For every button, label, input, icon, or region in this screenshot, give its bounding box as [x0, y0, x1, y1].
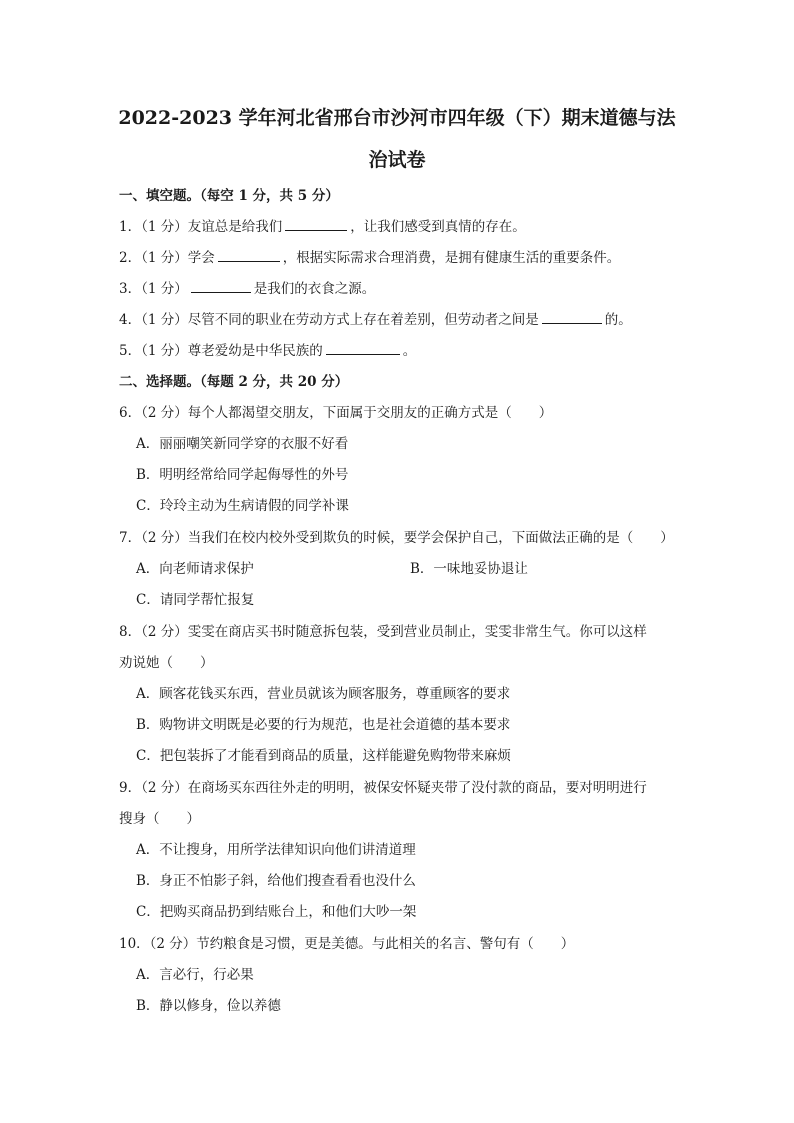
question-9-stem: 9．（2 分）在商场买东西往外走的明明，被保安怀疑夹带了没付款的商品，要对明明进行	[119, 780, 647, 796]
question-8-stem-continued: 劝说她（ ）	[119, 655, 214, 671]
question-text: 3．（1 分）	[119, 281, 188, 297]
question-10-option-a: A．言必行，行必果	[136, 967, 254, 983]
question-text: 的。	[604, 312, 632, 328]
question-9-option-c: C．把购买商品扔到结账台上，和他们大吵一架	[136, 904, 417, 920]
question-2	[119, 248, 704, 268]
question-6-option-a: A．丽丽嘲笑新同学穿的衣服不好看	[136, 436, 349, 452]
question-4	[119, 310, 704, 330]
question-6-option-b: B．明明经常给同学起侮辱性的外号	[136, 467, 349, 483]
question-text: 1．（1 分）友谊总是给我们	[119, 219, 283, 235]
question-text: 2．（1 分）学会	[119, 250, 215, 266]
page-title-continued: 治试卷	[368, 149, 426, 171]
question-8-option-c: C．把包装拆了才能看到商品的质量，这样能避免购物带来麻烦	[136, 748, 511, 764]
question-6-option-c: C．玲玲主动为生病请假的同学补课	[136, 498, 349, 514]
question-text: ，根据实际需求合理消费，是拥有健康生活的重要条件。	[282, 250, 621, 266]
question-1	[119, 217, 704, 237]
question-7-option-c: C．请同学帮忙报复	[136, 592, 255, 608]
question-7-stem: 7．（2 分）当我们在校内校外受到欺负的时候，要学会保护自己，下面做法正确的是（ ）	[119, 530, 674, 546]
question-8-option-a: A．顾客花钱买东西，营业员就该为顾客服务，尊重顾客的要求	[136, 686, 511, 702]
answer-blank	[326, 341, 400, 355]
question-7-options-row	[136, 559, 704, 579]
question-3	[119, 279, 704, 299]
question-7-option-a: A．向老师请求保护	[136, 561, 254, 577]
question-10-option-b: B．静以修身，俭以养德	[136, 998, 281, 1014]
question-text: 4．（1 分）尽管不同的职业在劳动方式上存在着差别，但劳动者之间是	[119, 312, 539, 328]
question-9-option-b: B．身正不怕影子斜，给他们搜查看看也没什么	[136, 873, 416, 889]
answer-blank	[542, 310, 602, 324]
question-7-option-b: B．一味地妥协退让	[410, 561, 528, 577]
question-8-option-b: B．购物讲文明既是必要的行为规范，也是社会道德的基本要求	[136, 717, 511, 733]
section-heading-fill: 一、填空题。（每空 1 分，共 5 分）	[119, 188, 339, 204]
question-text: ，让我们感受到真情的存在。	[350, 219, 526, 235]
question-text: 5．（1 分）尊老爱幼是中华民族的	[119, 343, 323, 359]
section-heading-choice: 二、选择题。（每题 2 分，共 20 分）	[119, 374, 349, 390]
question-10-stem: 10．（2 分）节约粮食是习惯，更是美德。与此相关的名言、警句有（ ）	[119, 936, 575, 952]
answer-blank	[285, 217, 347, 231]
answer-blank	[218, 248, 280, 262]
answer-blank	[191, 279, 251, 293]
question-9-option-a: A．不让搜身，用所学法律知识向他们讲清道理	[136, 842, 416, 858]
question-6-stem: 6．（2 分）每个人都渴望交朋友，下面属于交朋友的正确方式是（ ）	[119, 405, 553, 421]
page-title: 2022-2023 学年河北省邢台市沙河市四年级（下）期末道德与法	[118, 107, 676, 129]
question-5	[119, 341, 704, 361]
question-text: 。	[402, 343, 417, 359]
question-text: 是我们的衣食之源。	[253, 281, 376, 297]
question-8-stem: 8．（2 分）雯雯在商店买书时随意拆包装，受到营业员制止，雯雯非常生气。你可以这样	[119, 624, 647, 640]
question-9-stem-continued: 搜身（ ）	[119, 811, 200, 827]
